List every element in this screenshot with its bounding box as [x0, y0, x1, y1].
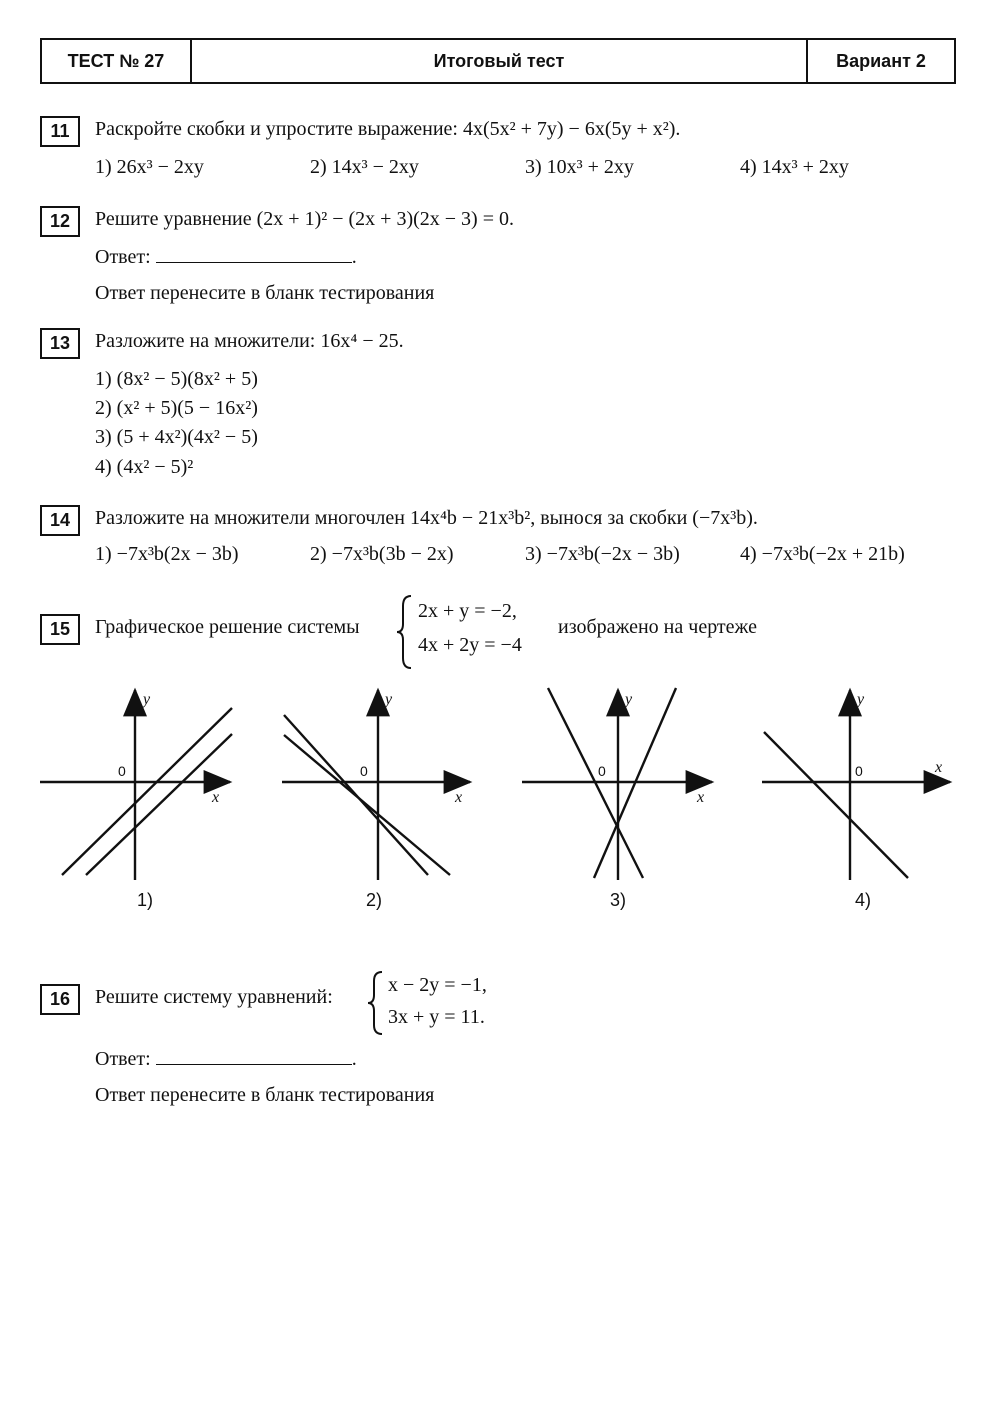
- task-number: 15: [40, 614, 80, 645]
- graph-label-1[interactable]: 1): [137, 890, 154, 910]
- transfer-note: Ответ перенесите в бланк тестирования: [95, 1084, 435, 1106]
- test-number: ТЕСТ № 27: [42, 40, 192, 82]
- test-header: [40, 38, 956, 84]
- graph-3[interactable]: [522, 688, 712, 880]
- task-question: Разложите на множители: 16x⁴ − 25.: [95, 330, 404, 352]
- axis-y-label: y: [143, 691, 151, 708]
- task-question-end: изображено на чертеже: [558, 616, 757, 638]
- task-number: 13: [40, 328, 80, 359]
- graph-1[interactable]: [40, 690, 232, 880]
- axis-x-label: x: [455, 789, 463, 806]
- answer-option-2[interactable]: 2) −7x³b(3b − 2x): [310, 543, 454, 565]
- answer-option-2[interactable]: 2) (x² + 5)(5 − 16x²): [95, 397, 258, 419]
- axis-x-label: x: [697, 789, 705, 806]
- answer-option-4[interactable]: 4) 14x³ + 2xy: [740, 156, 849, 178]
- answer-row: [95, 1046, 357, 1071]
- answer-label: Ответ:: [95, 246, 151, 268]
- answer-row: [95, 244, 357, 269]
- axis-x-label: x: [212, 789, 220, 806]
- answer-blank[interactable]: [156, 1046, 352, 1065]
- answer-option-1[interactable]: 1) −7x³b(2x − 3b): [95, 543, 239, 565]
- answer-end: .: [351, 246, 357, 268]
- graph-options: [0, 680, 1000, 920]
- origin-label: 0: [855, 763, 863, 779]
- axis-x-label: x: [935, 759, 943, 776]
- answer-blank[interactable]: [156, 244, 352, 263]
- answer-label: Ответ:: [95, 1048, 151, 1070]
- task-question: Разложите на множители многочлен 14x⁴b − 21x³b², вынося за скобки (−7x³b).: [95, 507, 758, 529]
- answer-option-2[interactable]: 2) 14x³ − 2xy: [310, 156, 419, 178]
- answer-option-4[interactable]: 4) −7x³b(−2x + 21b): [740, 543, 905, 565]
- answer-option-3[interactable]: 3) 10x³ + 2xy: [525, 156, 634, 178]
- test-variant: Вариант 2: [836, 50, 926, 71]
- axis-y-label: y: [857, 691, 865, 708]
- answer-option-3[interactable]: 3) (5 + 4x²)(4x² − 5): [95, 426, 258, 448]
- system-equation-2: 4x + 2y = −4: [418, 634, 522, 656]
- system-brace: [366, 970, 386, 1036]
- transfer-note: Ответ перенесите в бланк тестирования: [95, 282, 435, 304]
- system-equation-2: 3x + y = 11.: [388, 1006, 485, 1028]
- axis-y-label: y: [385, 691, 393, 708]
- origin-label: 0: [598, 763, 606, 779]
- task-number: 11: [40, 116, 80, 147]
- system-equation-1: x − 2y = −1,: [388, 974, 487, 996]
- origin-label: 0: [118, 763, 126, 779]
- system-brace: [395, 594, 415, 670]
- graph-label-4[interactable]: 4): [855, 890, 872, 910]
- origin-label: 0: [360, 763, 368, 779]
- task-number: 16: [40, 984, 80, 1015]
- task-question: Решите уравнение (2x + 1)² − (2x + 3)(2x − 3) = 0.: [95, 208, 514, 230]
- answer-end: .: [351, 1048, 357, 1070]
- task-question: Графическое решение системы: [95, 616, 360, 638]
- answer-option-1[interactable]: 1) 26x³ − 2xy: [95, 156, 204, 178]
- task-number: 14: [40, 505, 80, 536]
- axis-y-label: y: [625, 691, 633, 708]
- graph-2[interactable]: [282, 690, 470, 880]
- system-equation-1: 2x + y = −2,: [418, 600, 517, 622]
- graph-label-3[interactable]: 3): [610, 890, 627, 910]
- task-number: 12: [40, 206, 80, 237]
- graph-4[interactable]: [762, 690, 950, 880]
- answer-option-3[interactable]: 3) −7x³b(−2x − 3b): [525, 543, 680, 565]
- graph-label-2[interactable]: 2): [366, 890, 383, 910]
- answer-option-1[interactable]: 1) (8x² − 5)(8x² + 5): [95, 368, 258, 390]
- task-question: Решите систему уравнений:: [95, 986, 333, 1008]
- answer-option-4[interactable]: 4) (4x² − 5)²: [95, 456, 194, 478]
- test-title: Итоговый тест: [192, 40, 808, 82]
- task-question: Раскройте скобки и упростите выражение: 4x(5x² + 7y) − 6x(5y + x²).: [95, 118, 681, 140]
